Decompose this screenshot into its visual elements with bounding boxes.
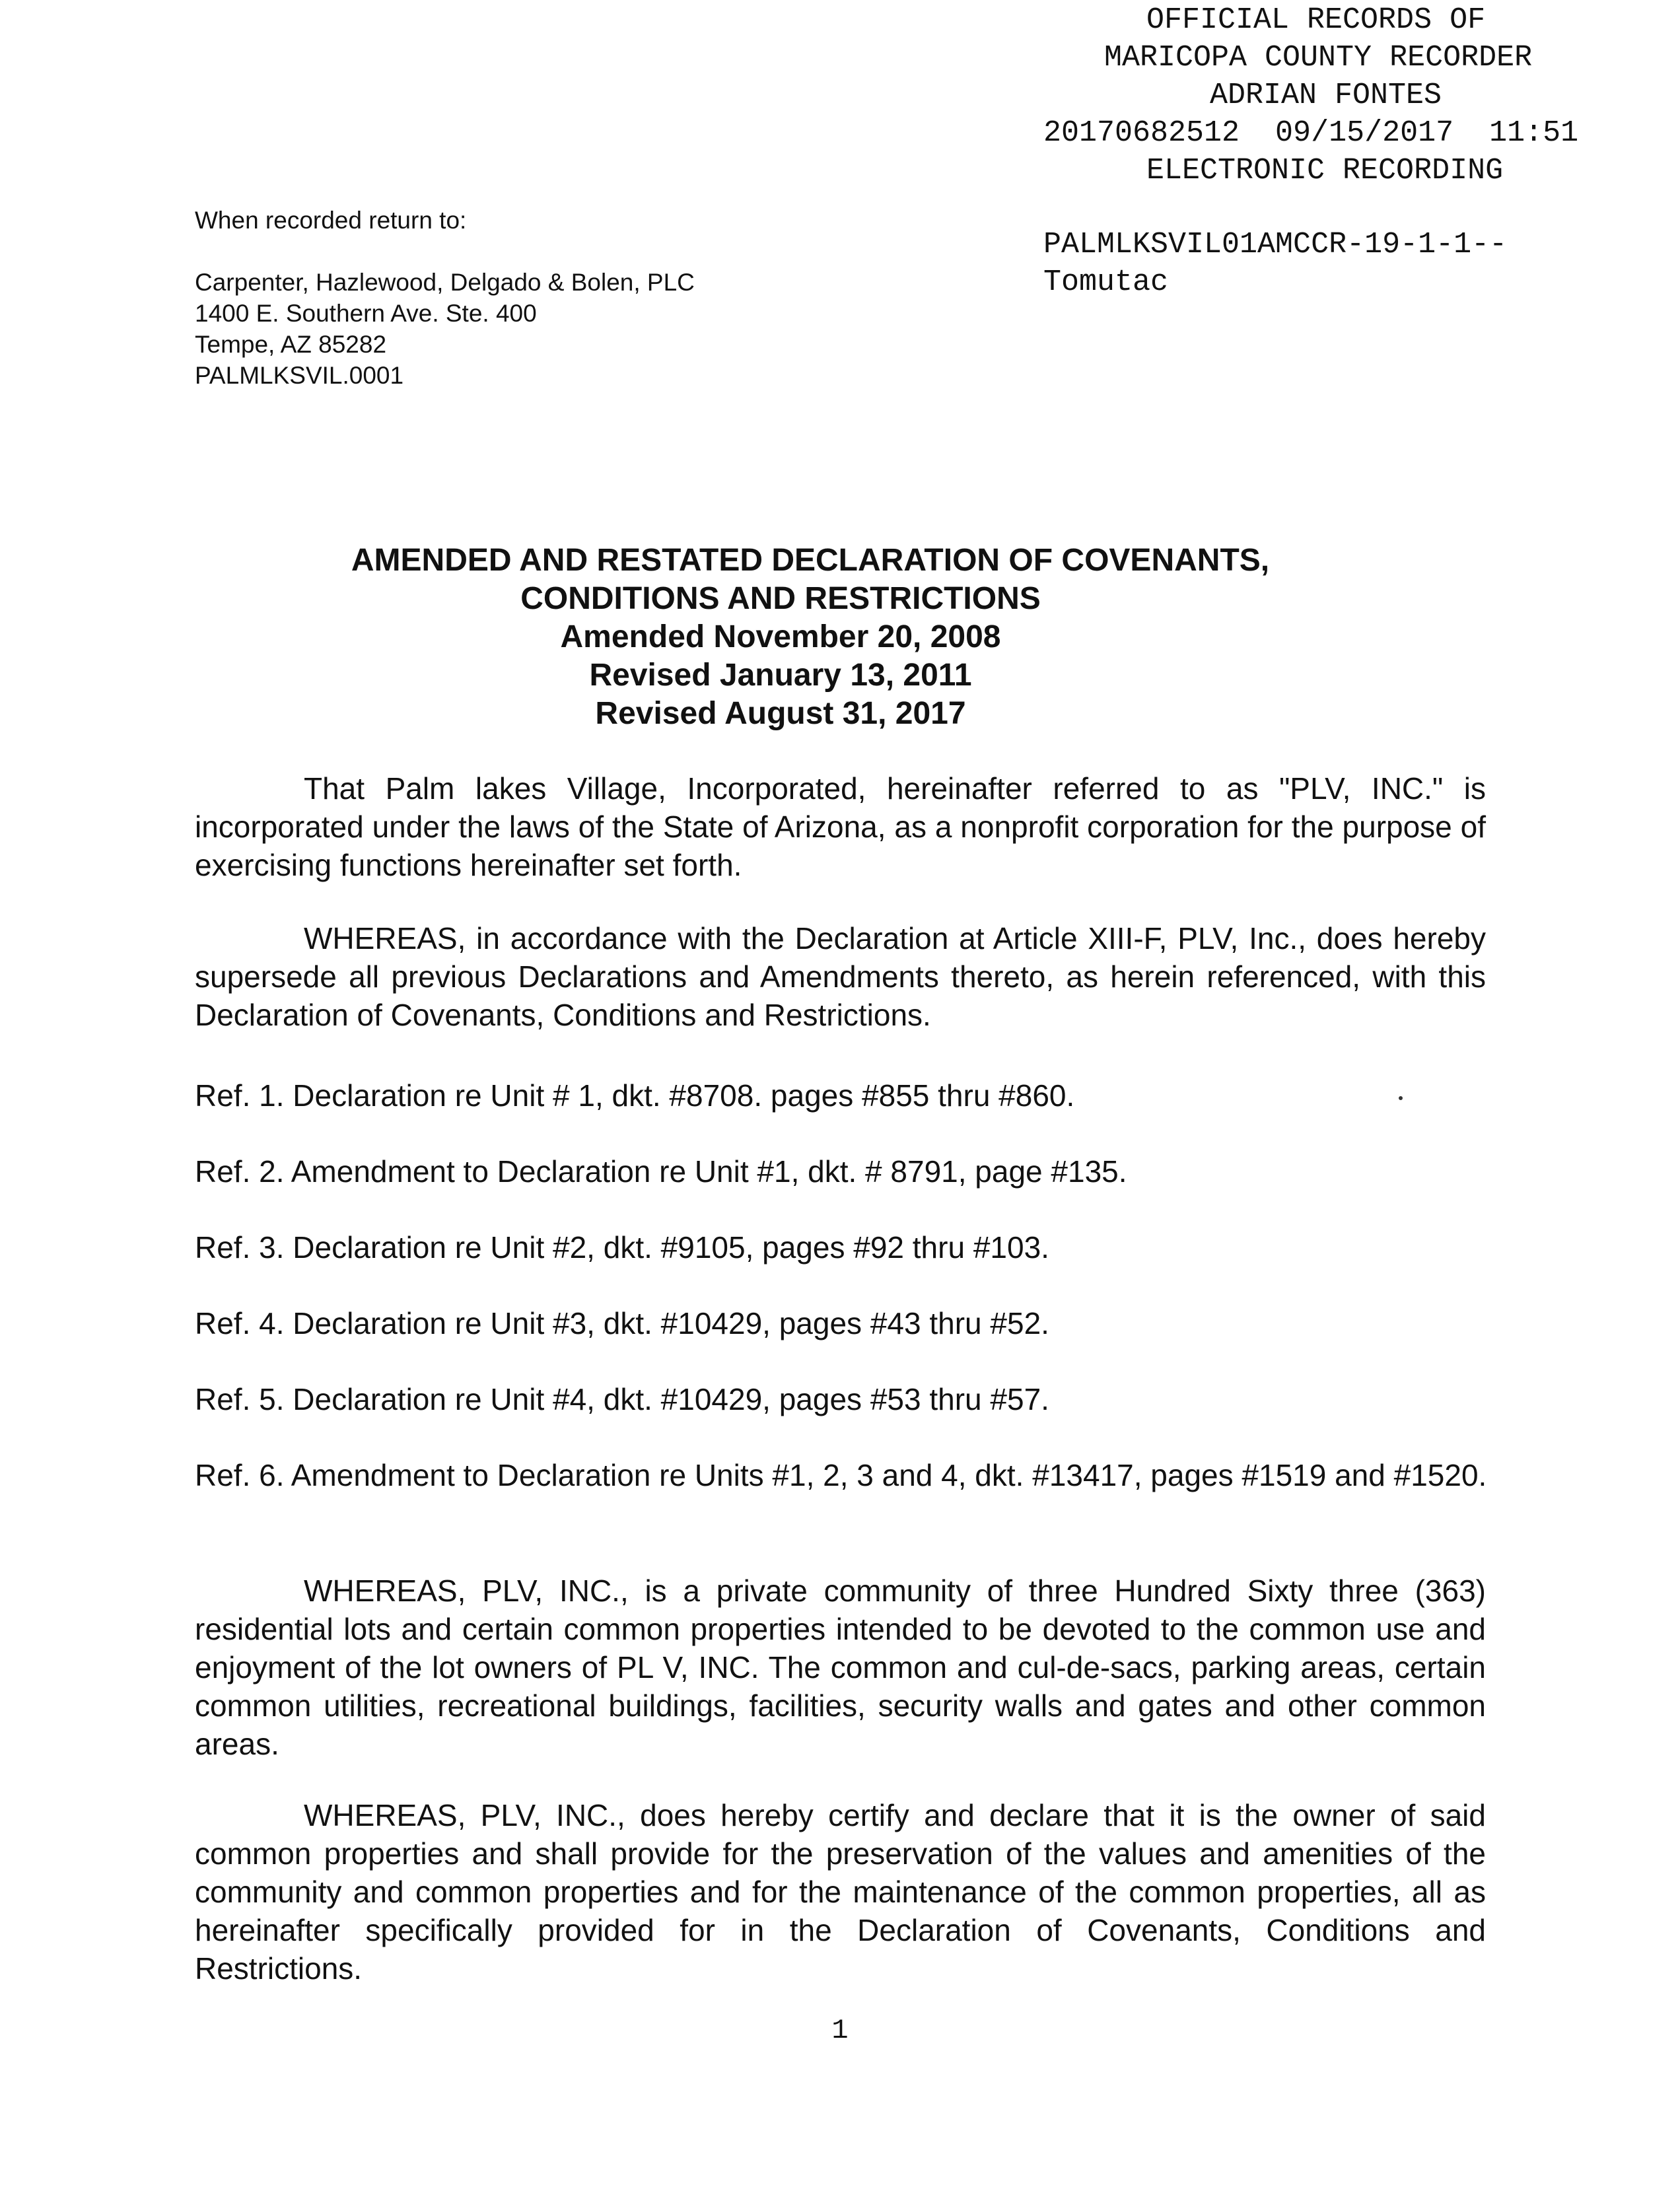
reference-item: Ref. 2. Amendment to Declaration re Unit #1, dkt. # 8791, page #135. <box>195 1154 1127 1189</box>
whereas-paragraph-community: WHEREAS, PLV, INC., is a private community of three Hundred Sixty three (363) residential lots and certain common properties intended to be devoted to the common use and enjoyment of the lot owners of PL V, INC. The common and cul-de-sacs, parking areas, certain common utilities, recreational buildings, facilities, security walls and gates and other common areas. <box>195 1574 1486 1761</box>
reference-item: Ref. 4. Declaration re Unit #3, dkt. #10429, pages #43 thru #52. <box>195 1306 1049 1340</box>
title-line-2: CONDITIONS AND RESTRICTIONS <box>520 581 1041 616</box>
stamp-line-official-records: OFFICIAL RECORDS OF <box>1146 3 1486 37</box>
title-revised-date-1: Revised January 13, 2011 <box>589 658 972 693</box>
reference-item: Ref. 1. Declaration re Unit # 1, dkt. #8708. pages #855 thru #860. <box>195 1078 1075 1113</box>
stamp-line-recorder-name: ADRIAN FONTES <box>1210 79 1442 112</box>
stamp-line-submitter: Tomutac <box>1043 265 1169 299</box>
return-to-firm: Carpenter, Hazlewood, Delgado & Bolen, PLC <box>195 269 695 296</box>
return-to-address <box>195 205 695 391</box>
return-to-street: 1400 E. Southern Ave. Ste. 400 <box>195 300 537 327</box>
stamp-line-recording-number-date: 20170682512 09/15/2017 11:51 <box>1043 116 1579 150</box>
reference-item: Ref. 5. Declaration re Unit #4, dkt. #10429, pages #53 thru #57. <box>195 1382 1049 1416</box>
whereas-paragraph-ownership: WHEREAS, PLV, INC., does hereby certify and declare that it is the owner of said common properties and shall provide for the preservation of the values and amenities of the community and common properties and for the maintenance of the common properties, all as hereinafter specifically provided for in the Declaration of Covenants, Conditions and Restrictions. <box>195 1798 1486 1986</box>
title-revised-date-2: Revised August 31, 2017 <box>595 696 966 731</box>
return-to-caption: When recorded return to: <box>195 207 467 234</box>
reference-item: Ref. 6. Amendment to Declaration re Units #1, 2, 3 and 4, dkt. #13417, pages #1519 and #1520. <box>195 1458 1487 1492</box>
title-line-1: AMENDED AND RESTATED DECLARATION OF COVENANTS, <box>351 543 1270 578</box>
document-title <box>0 541 1680 733</box>
reference-item: Ref. 3. Declaration re Unit #2, dkt. #9105, pages #92 thru #103. <box>195 1230 1049 1265</box>
stamp-line-document-code: PALMLKSVIL01AMCCR-19-1-1-- <box>1043 228 1508 261</box>
intro-paragraph: That Palm lakes Village, Incorporated, hereinafter referred to as "PLV, INC." is incorporated under the laws of the State of Arizona, as a nonprofit corporation for the purpose of exercising functions hereinafter set forth. <box>195 771 1486 882</box>
page-number <box>0 2014 1680 2047</box>
return-to-city: Tempe, AZ 85282 <box>195 331 387 358</box>
page-number-value: 1 <box>831 2015 849 2046</box>
title-amended-date: Amended November 20, 2008 <box>560 619 1001 654</box>
stamp-line-recording-type: ELECTRONIC RECORDING <box>1146 154 1504 188</box>
whereas-paragraph-supersede: WHEREAS, in accordance with the Declaration at Article XIII-F, PLV, Inc., does hereby supersede all previous Declarations and Amendments thereto, as herein referenced, with this Declaration of Covenants, Conditions and Restrictions. <box>195 921 1486 1032</box>
return-to-file-ref: PALMLKSVIL.0001 <box>195 362 404 389</box>
stamp-line-county-recorder: MARICOPA COUNTY RECORDER <box>1104 41 1533 75</box>
